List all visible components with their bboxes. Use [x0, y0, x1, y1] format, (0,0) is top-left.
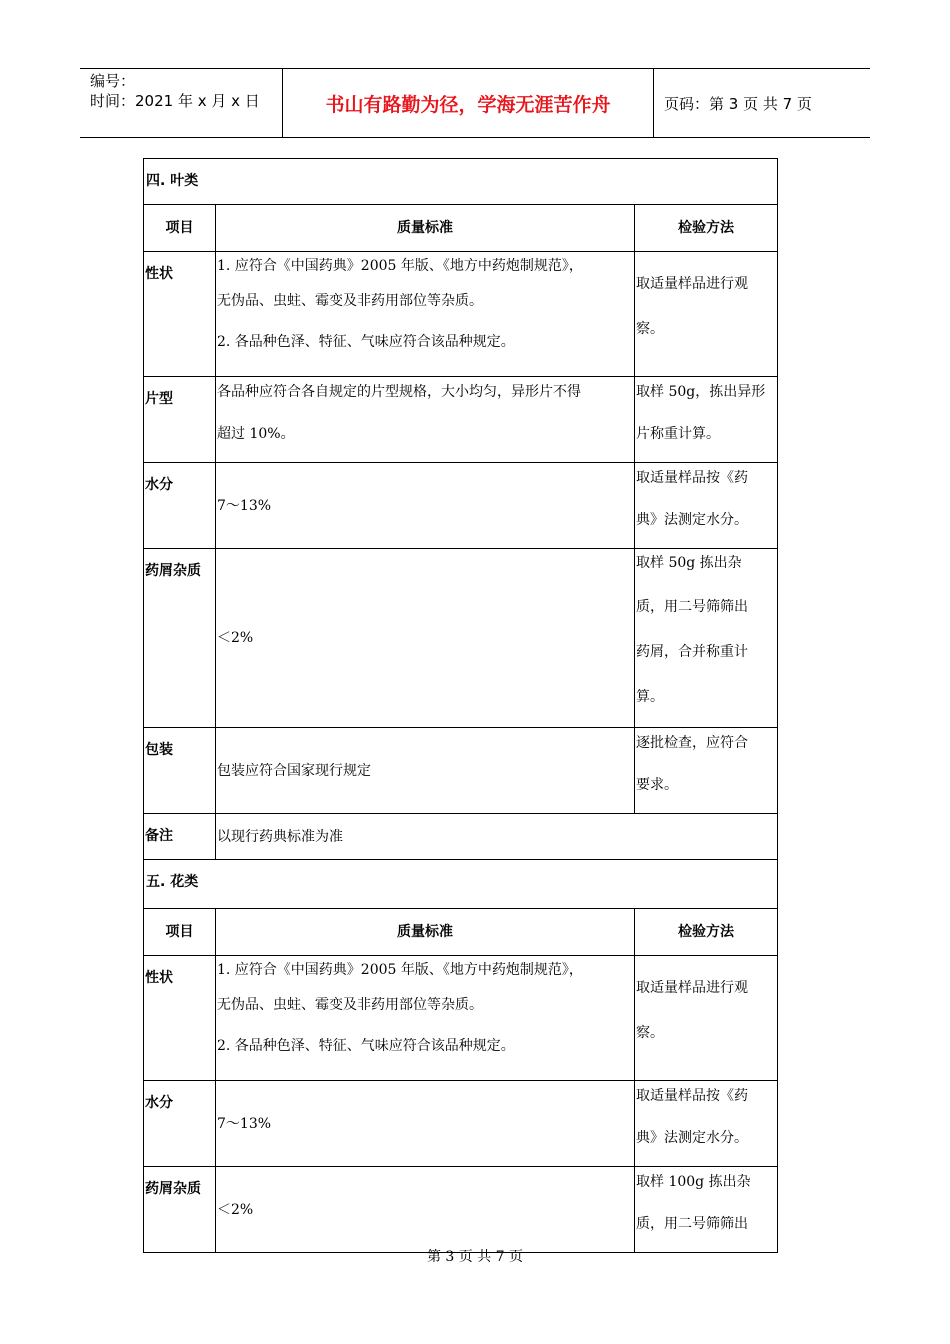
row-standard: 7～13% [216, 463, 635, 549]
col-header-standard: 质量标准 [216, 205, 635, 252]
row-item: 包装 [144, 728, 216, 814]
method-line: 察。 [636, 1025, 664, 1041]
row-standard [216, 956, 635, 1081]
table-row [144, 728, 778, 814]
row-method [635, 549, 778, 728]
section-title-row [144, 860, 778, 909]
standard-line: 超过 10%。 [217, 426, 295, 442]
method-line: 片称重计算。 [636, 426, 720, 442]
method-line: 取适量样品按《药 [636, 1088, 748, 1104]
column-header-row [144, 909, 778, 956]
method-line: 取样 100g 拣出杂 [636, 1174, 751, 1190]
method-line: 察。 [636, 321, 664, 337]
method-line: 取适量样品进行观 [636, 980, 748, 996]
table-row [144, 1167, 778, 1253]
col-header-item: 项目 [144, 205, 216, 252]
page-footer: 第 3 页 共 7 页 [426, 1249, 524, 1265]
method-line: 取样 50g，拣出异形 [636, 384, 766, 400]
row-standard: 包装应符合国家现行规定 [216, 728, 635, 814]
method-line: 要求。 [636, 777, 678, 793]
row-standard [216, 377, 635, 463]
row-method [635, 1167, 778, 1253]
col-header-standard: 质量标准 [216, 909, 635, 956]
quality-standard-table [143, 158, 778, 1253]
standard-line: 无伪品、虫蛀、霉变及非药用部位等杂质。 [217, 997, 483, 1013]
row-method [635, 956, 778, 1081]
section-title-flower: 五. 花类 [144, 860, 778, 909]
table-row [144, 549, 778, 728]
section-title-row [144, 159, 778, 205]
row-item: 药屑杂质 [144, 1167, 216, 1253]
method-line: 取适量样品进行观 [636, 276, 748, 292]
method-line: 取适量样品按《药 [636, 470, 748, 486]
standard-line: 各品种应符合各自规定的片型规格，大小均匀，异形片不得 [217, 384, 581, 400]
row-standard [216, 252, 635, 377]
method-line: 质，用二号筛筛出 [636, 1216, 748, 1232]
table-row [144, 956, 778, 1081]
row-method [635, 728, 778, 814]
standard-line: 2. 各品种色泽、特征、气味应符合该品种规定。 [217, 1038, 515, 1054]
page-header [80, 68, 870, 138]
section-title-leaf: 四. 叶类 [144, 159, 778, 205]
row-item: 性状 [144, 252, 216, 377]
standard-line: 1. 应符合《中国药典》2005 年版、《地方中药炮制规范》， [217, 258, 583, 274]
row-method [635, 377, 778, 463]
doc-number-label: 编号： [90, 72, 136, 90]
column-header-row [144, 205, 778, 252]
row-standard: ＜2% [216, 1167, 635, 1253]
note-label: 备注 [144, 814, 216, 860]
row-item: 药屑杂质 [144, 549, 216, 728]
standard-line: 无伪品、虫蛀、霉变及非药用部位等杂质。 [217, 293, 483, 309]
method-line: 质，用二号筛筛出 [636, 599, 748, 615]
note-text: 以现行药典标准为准 [216, 814, 778, 860]
col-header-method: 检验方法 [635, 909, 778, 956]
row-standard: 7～13% [216, 1081, 635, 1167]
method-line: 逐批检查，应符合 [636, 735, 748, 751]
header-motto: 书山有路勤为径，学海无涯苦作舟 [282, 69, 654, 137]
row-item: 片型 [144, 377, 216, 463]
row-method [635, 252, 778, 377]
row-item: 水分 [144, 463, 216, 549]
standard-line: 1. 应符合《中国药典》2005 年版、《地方中药炮制规范》， [217, 962, 583, 978]
table-row [144, 377, 778, 463]
row-standard: ＜2% [216, 549, 635, 728]
row-item: 性状 [144, 956, 216, 1081]
method-line: 典》法测定水分。 [636, 512, 748, 528]
table-row [144, 252, 778, 377]
standard-line: 2. 各品种色泽、特征、气味应符合该品种规定。 [217, 334, 515, 350]
doc-time-label: 时间：2021 年 x 月 x 日 [90, 92, 260, 110]
table-row [144, 463, 778, 549]
table-row [144, 1081, 778, 1167]
note-row [144, 814, 778, 860]
header-meta [80, 69, 282, 137]
row-item: 水分 [144, 1081, 216, 1167]
row-method [635, 463, 778, 549]
method-line: 典》法测定水分。 [636, 1130, 748, 1146]
method-line: 取样 50g 拣出杂 [636, 555, 742, 571]
col-header-item: 项目 [144, 909, 216, 956]
method-line: 药屑，合并称重计 [636, 644, 748, 660]
header-page-info: 页码：第 3 页 共 7 页 [664, 94, 812, 113]
row-method [635, 1081, 778, 1167]
method-line: 算。 [636, 689, 664, 705]
col-header-method: 检验方法 [635, 205, 778, 252]
